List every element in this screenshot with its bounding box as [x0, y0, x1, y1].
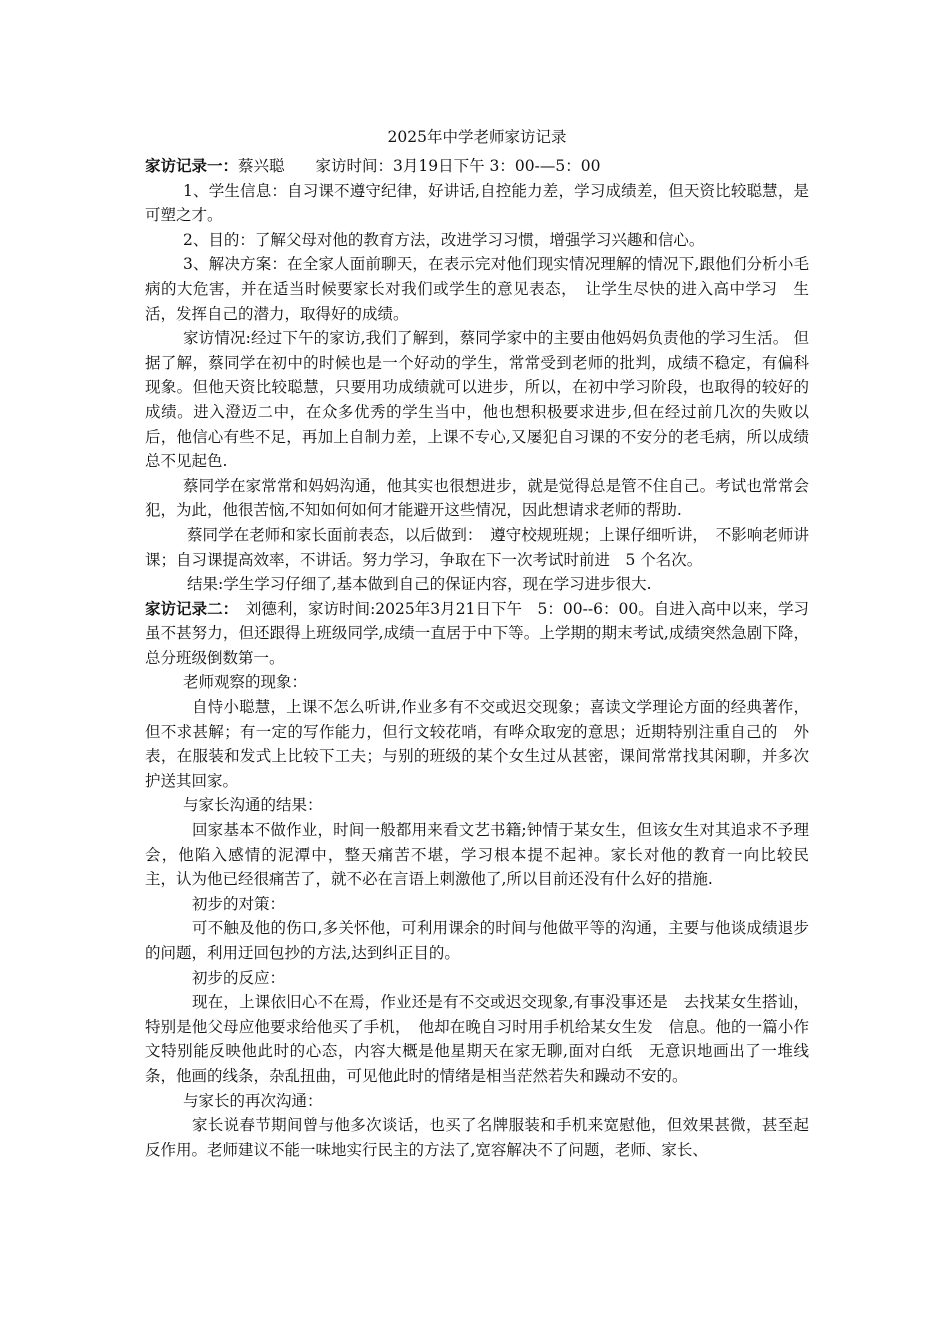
record2-heading-parent-result: 与家长沟通的结果： — [183, 796, 323, 815]
record2-countermeasure: 可不触及他的伤口,多关怀他，可利用课余的时间与他做平等的沟通，主要与他谈成绩退步的问题，利用迂回包抄的方法,达到纠正目的。 — [145, 919, 809, 962]
record2-heading-reaction: 初步的反应： — [192, 968, 286, 987]
record2-intro: 刘德利，家访时间:2025年3月21日下午 5：00--6：00。自进入高中以来，学习虽不甚努力，但还跟得上班级同学,成绩一直居于中下等。上学期的期末考试,成绩突然急剧下降，总分班级倒数第一。 — [145, 599, 809, 667]
record2-heading-observation: 老师观察的现象： — [183, 673, 308, 692]
record2-heading-countermeasure: 初步的对策： — [192, 894, 286, 913]
record2-header — [145, 597, 809, 671]
record1-label: 家访记录一： — [145, 156, 239, 175]
record2-second-communication: 家长说春节期间曾与他多次谈话，也买了名牌服装和手机来宽慰他，但效果甚微，甚至起反作用。老师建议不能一味地实行民主的方法了,宽容解决不了问题，老师、家长、 — [145, 1116, 809, 1159]
record2-label: 家访记录二： — [145, 598, 231, 618]
record2-heading-second-communication: 与家长的再次沟通： — [183, 1091, 323, 1110]
record1-visit-situation: 家访情况:经过下午的家访,我们了解到，蔡同学家中的主要由他妈妈负责他的学习生活。 但据了解，蔡同学在初中的时候也是一个好动的学生，常常受到老师的批判，成绩不稳定，有偏科现象。但他天资比较聪慧，只要用功成绩就可以进步，所以，在初中学习阶段，也取得的较好的成绩。进入澄迈二中，在众多优秀的学生当中，他也想积极要求进步,但在经过前几次的失败以后，他信心有些不足，再加上自制力差，上课不专心,又屡犯自习课的不安分的老毛病，所以成绩总不见起色. — [145, 329, 809, 471]
record1-communication: 蔡同学在家常常和妈妈沟通，他其实也很想进步，就是觉得总是管不住自己。考试也常常会犯，为此，他很苦恼,不知如何如何才能避开这些情况，因此想请求老师的帮助. — [145, 476, 809, 520]
record2-observation: 自恃小聪慧，上课不怎么听讲,作业多有不交或迟交现象；喜读文学理论方面的经典著作，但不求甚解；有一定的写作能力，但行文较花哨，有哗众取宠的意思；近期特别注重自己的 外表，在服装和发式上比较下工夫；与别的班级的某个女生过从甚密，课间常常找其闲聊，并多次护送其回家。 — [145, 698, 809, 790]
record2-reaction: 现在，上课依旧心不在焉，作业还是有不交或迟交现象,有事没事还是 去找某女生搭讪，特别是他父母应他要求给他买了手机， 他却在晚自习时用手机给某女生发 信息。他的一篇小作文特别能反映他此时的心态，内容大概是他星期天在家无聊,面对白纸 无意识地画出了一堆线条，他画的线条，杂乱扭曲，可见他此时的情绪是相当茫然若失和躁动不安的。 — [145, 993, 809, 1085]
record2-parent-result: 回家基本不做作业，时间一般都用来看文艺书籍;钟情于某女生，但该女生对其追求不予理会，他陷入感情的泥潭中，整天痛苦不堪，学习根本提不起神。家长对他的教育一向比较民 主，认为他已经很痛苦了，就不必在言语上刺激他了,所以目前还没有什么好的措施. — [145, 821, 825, 889]
record1-solution: 3、解决方案：在全家人面前聊天，在表示完对他们现实情况理解的情况下,跟他们分析小毛病的大危害，并在适当时候要家长对我们或学生的意见表态， 让学生尽快的进入高中学习 生活，发挥自己的潜力，取得好的成绩。 — [145, 255, 809, 323]
record1-purpose: 2、目的：了解父母对他的教育方法，改进学习习惯，增强学习兴趣和信心。 — [183, 230, 705, 249]
record1-pledge: 蔡同学在老师和家长面前表态，以后做到： 遵守校规班规；上课仔细听讲， 不影响老师讲课；自习课提高效率，不讲话。努力学习，争取在下一次考试时前进 5 个名次。 — [145, 525, 809, 569]
document-title: 2025年中学老师家访记录 — [387, 128, 567, 146]
record1-student-info: 1、学生信息：自习课不遵守纪律，好讲话,自控能力差，学习成绩差，但天资比较聪慧，是可塑之才。 — [145, 181, 809, 225]
record1-result: 结果:学生学习仔细了,基本做到自己的保证内容，现在学习进步很大. — [187, 575, 652, 594]
record1-header — [145, 154, 809, 179]
record1-meta: 蔡兴聪 家访时间：3月19日下午 3：00-—5：00 — [238, 157, 601, 175]
document-body — [145, 124, 825, 1162]
